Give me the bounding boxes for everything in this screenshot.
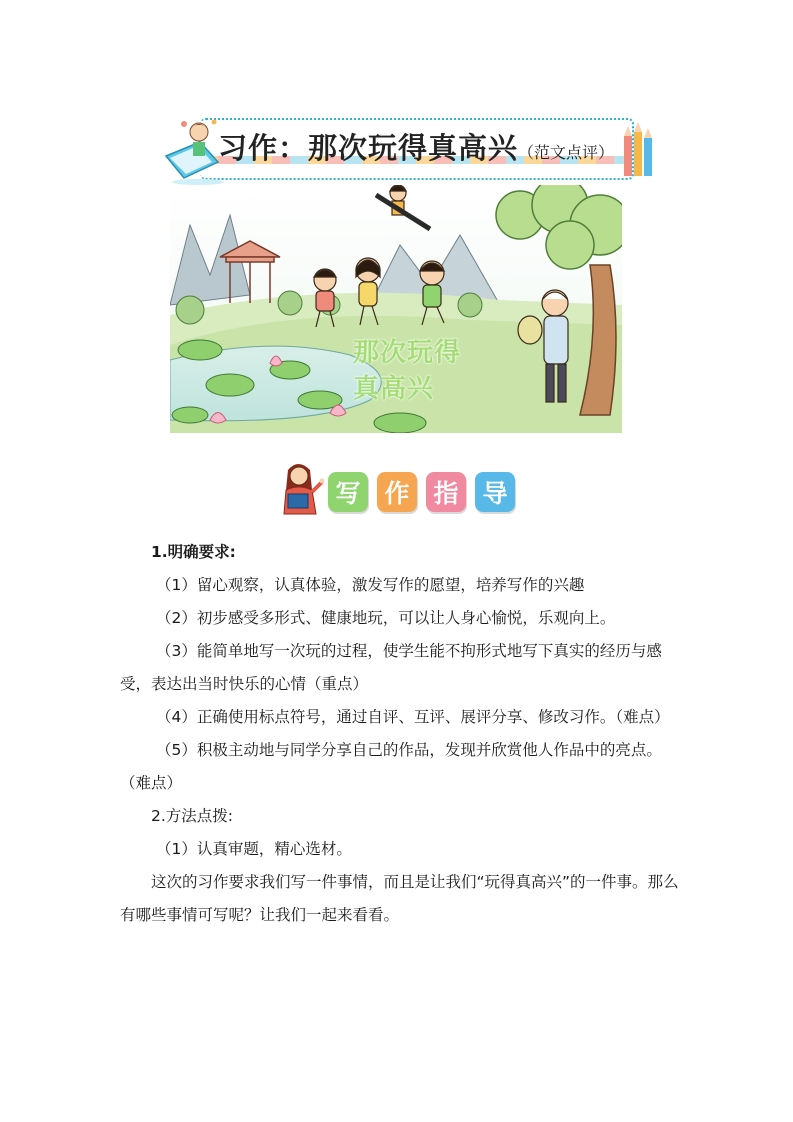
- guide-tile-1: 写: [328, 472, 368, 512]
- method-item-1: （1）认真审题，精心选材。: [156, 840, 352, 858]
- title-banner: [160, 112, 660, 186]
- teacher-icon: [272, 460, 324, 516]
- requirement-item-2: （2）初步感受多形式、健康地玩，可以让人身心愉悦，乐观向上。: [156, 609, 616, 627]
- page-title: 习作：那次玩得真高兴（范文点评）: [218, 131, 615, 165]
- section2-heading: 2.方法点拨:: [151, 807, 234, 825]
- section1-heading: 1.明确要求:: [151, 543, 236, 561]
- guide-tile-3: 指: [426, 472, 466, 512]
- method-paragraph: 这次的习作要求我们写一件事情，而且是让我们“玩得真高兴”的一件事。那么有哪些事情可写呢？让我们一起来看看。: [120, 873, 679, 924]
- page-subtitle: （范文点评）: [518, 143, 615, 162]
- requirement-item-5: （5）积极主动地与同学分享自己的作品，发现并欣赏他人作品中的亮点。（难点）: [120, 741, 662, 792]
- pencils-icon: [622, 122, 656, 182]
- writing-guide-header: [272, 460, 532, 516]
- requirement-item-4: （4）正确使用标点符号，通过自评、互评、展评分享、修改习作。（难点）: [156, 708, 670, 726]
- guide-tile-4: 导: [475, 472, 515, 512]
- requirement-item-1: （1）留心观察，认真体验，激发写作的愿望，培养写作的兴趣: [156, 576, 585, 594]
- requirement-item-3: （3）能简单地写一次玩的过程，使学生能不拘形式地写下真实的经历与感受，表达出当时快乐的心情（重点）: [120, 642, 662, 693]
- story-illustration: [170, 185, 622, 433]
- guide-content: [120, 536, 680, 932]
- guide-tile-2: 作: [377, 472, 417, 512]
- illustration-watermark: 那次玩得 真高兴: [353, 338, 462, 404]
